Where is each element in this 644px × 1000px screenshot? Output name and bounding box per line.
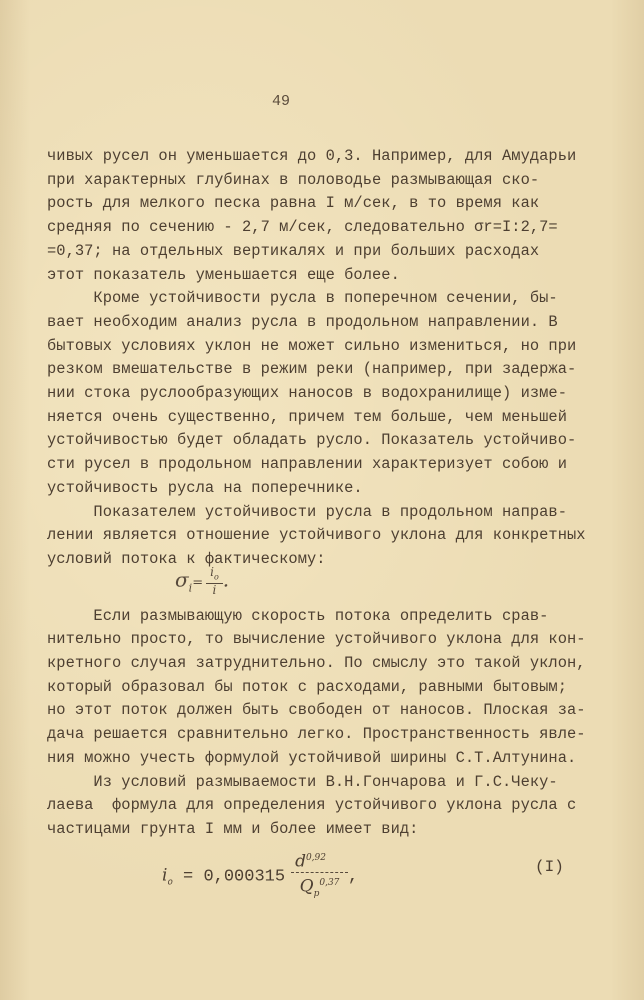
text-line: лаева формула для определения устойчивого уклона русла с [47,796,577,815]
text-line: нительно просто, то вычисление устойчивого уклона для кон- [47,630,586,649]
formula-denominator [291,873,348,904]
text-line: лении является отношение устойчивого уклона для конкретных [47,526,586,545]
text-line: частицами грунта I мм и более имеет вид: [47,819,419,838]
formula-equals: = [192,575,204,591]
text-line: Кроме устойчивости русла в поперечном сечении, бы- [47,289,558,308]
text-line: но этот поток должен быть свободен от наносов. Плоская за- [47,701,586,720]
numerator-exponent: 0,92 [305,853,326,863]
formula-tail: . [222,567,230,592]
text-line: Если размывающую скорость потока определить срав- [47,606,549,625]
text-line: при характерных глубинах в половодье размывающая ско- [47,170,540,189]
text-line: чивых русел он уменьшается до 0,3. Например, для Амударьи [47,147,577,165]
text-line: резком вмешательстве в режим реки (например, при задержа- [47,360,577,379]
denominator-symbol: Q [299,876,314,897]
formula-subscript: o [167,877,173,888]
page-number: 49 [272,93,291,110]
formula-symbol: i [162,865,168,886]
formula-numerator [206,566,223,584]
equation-number: (I) [535,858,564,876]
text-line: вает необходим анализ русла в продольном направлении. В [47,312,558,331]
text-line: который образовал бы поток с расходами, равными бытовым; [47,677,568,696]
text-line: Показателем устойчивости русла в продольном направ- [47,502,568,521]
formula-denominator: i [212,583,217,598]
text-line: устойчивость русла на поперечнике. [47,478,363,497]
text-line: условий потока к фактическому: [47,549,326,568]
text-line: =0,37; на отдельных вертикалях и при больших расходах [47,241,540,260]
numerator-symbol: d [295,851,306,872]
formula-fraction [206,566,223,596]
text-line: няется очень существенно, причем тем больше, чем меньшей [47,407,568,426]
text-line: кретного случая затруднительно. По смыслу это такой уклон, [47,654,586,672]
text-line: Из условий размываемости В.Н.Гончарова и Г.С.Чеку- [47,772,558,791]
text-line: средняя по сечению - 2,7 м/сек, следовательно σr=I:2,7= [47,218,558,237]
text-line: бытовых условиях уклон не может сильно измениться, но при [47,336,577,355]
numerator-subscript: o [213,572,219,582]
formula-fraction [291,848,348,904]
text-line: ния можно учесть формулой устойчивой ширины С.Т.Алтунина. [47,748,577,767]
formula-tail: , [348,867,359,887]
text-line: сти русел в продольном направлении характеризует собою и [47,455,568,474]
formula-coefficient: = 0,000315 [172,867,286,887]
text-line: этот показатель уменьшается еще более. [47,265,400,284]
formula-stability-index [175,566,229,596]
formula-stable-slope [162,848,358,904]
text-line: рость для мелкого песка равна I м/сек, в то время как [47,194,540,213]
formula-subscript: i [188,581,193,595]
denominator-subscript: p [313,888,320,899]
text-line: нии стока руслообразующих наносов в водохранилище) изме- [47,384,568,402]
numerator-symbol: i [210,565,214,579]
text-line: дача решается сравнительно легко. Пространственность явле- [47,725,586,744]
formula-numerator [291,848,348,873]
text-line: устойчивостью будет обладать русло. Показатель устойчиво- [47,431,577,450]
denominator-exponent: 0,37 [319,877,340,888]
formula-symbol: σ [175,567,189,592]
